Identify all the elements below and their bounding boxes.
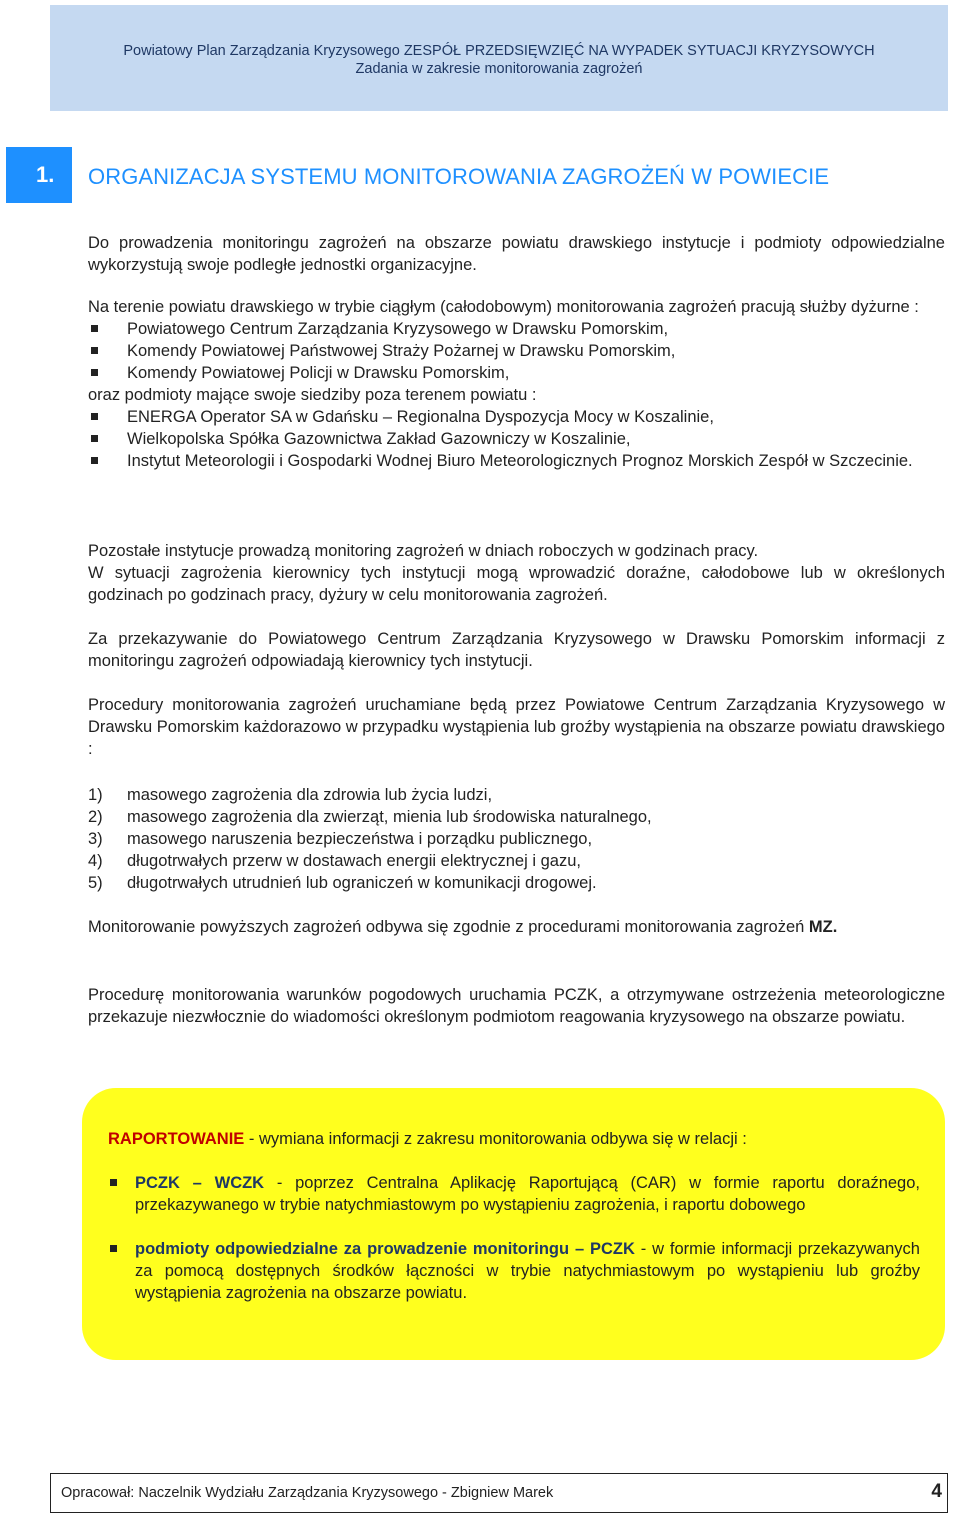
reporting-content <box>108 1128 920 1304</box>
list-item <box>88 850 945 872</box>
reporting-callout <box>82 1088 945 1360</box>
weather-paragraph <box>88 984 945 1028</box>
intro-text: Do prowadzenia monitoringu zagrożeń na obszarze powiatu drawskiego instytucje i podmioty odpowiedzialne wykorzystują swoje podległe jednostki organizacyjne. <box>88 234 945 274</box>
list-item: ENERGA Operator SA w Gdańsku – Regionalna Dyspozycja Mocy w Koszalinie, <box>88 406 945 428</box>
threats-list <box>88 784 945 894</box>
list-item <box>88 784 945 806</box>
external-list <box>88 406 945 472</box>
footer-author: Opracował: Naczelnik Wydziału Zarządzania Kryzysowego - Zbigniew Marek <box>61 1485 554 1501</box>
page-number: 4 <box>931 1481 942 1502</box>
list-item: Powiatowego Centrum Zarządzania Kryzysowego w Drawsku Pomorskim, <box>88 318 945 340</box>
reporting-keyword: RAPORTOWANIE <box>108 1130 245 1148</box>
list-item: Wielkopolska Spółka Gazownictwa Zakład Gazowniczy w Koszalinie, <box>88 428 945 450</box>
list-text: masowego zagrożenia dla zwierząt, mienia lub środowiska naturalnego, <box>127 808 652 826</box>
list-number: 5) <box>88 874 103 892</box>
list-number: 1) <box>88 786 103 804</box>
reporting-relation: PCZK – WCZK <box>135 1174 265 1192</box>
duty-services-block <box>88 296 945 472</box>
monitoring-mz: MZ. <box>808 918 838 936</box>
monitoring-text <box>88 916 945 938</box>
transfer-text: Za przekazywanie do Powiatowego Centrum Zarządzania Kryzysowego w Drawsku Pomorskim informacji z monitoringu zagrożeń odpowiadają kierownicy tych instytucji. <box>88 630 945 670</box>
other-text-2: W sytuacji zagrożenia kierownicy tych instytucji mogą wprowadzić doraźne, całodobowe lub w określonych godzinach po godzinach pracy, dyżury w celu monitorowania zagrożeń. <box>88 564 945 604</box>
monitoring-paragraph <box>88 916 945 938</box>
duty-intro: Na terenie powiatu drawskiego w trybie ciągłym (całodobowym) monitorowania zagrożeń pracują służby dyżurne : <box>88 298 919 316</box>
other-institutions-paragraph <box>88 540 945 606</box>
external-intro: oraz podmioty mające swoje siedziby poza terenem powiatu : <box>88 386 537 404</box>
list-number: 4) <box>88 852 103 870</box>
reporting-heading-rest: - wymiana informacji z zakresu monitorowania odbywa się w relacji : <box>244 1130 747 1148</box>
list-item: Komendy Powiatowej Państwowej Straży Pożarnej w Drawsku Pomorskim, <box>88 340 945 362</box>
section-number: 1. <box>6 147 72 203</box>
intro-paragraph <box>88 232 945 276</box>
reporting-heading <box>108 1128 920 1150</box>
header-subtitle: Zadania w zakresie monitorowania zagrożeń <box>355 61 643 77</box>
procedures-text: Procedury monitorowania zagrożeń uruchamiane będą przez Powiatowe Centrum Zarządzania Kryzysowego w Drawsku Pomorskim każdorazowo w przypadku wystąpienia lub groźby wystąpienia na obszarze powiatu drawskiego : <box>88 696 945 758</box>
list-text: masowego naruszenia bezpieczeństwa i porządku publicznego, <box>127 830 593 848</box>
list-item: Komendy Powiatowej Policji w Drawsku Pomorskim, <box>88 362 945 384</box>
list-item <box>88 872 945 894</box>
list-item <box>88 806 945 828</box>
list-item: Instytut Meteorologii i Gospodarki Wodnej Biuro Meteorologicznych Prognoz Morskich Zespół w Szczecinie. <box>88 450 945 472</box>
section-title: ORGANIZACJA SYSTEMU MONITOROWANIA ZAGROŻEŃ W POWIECIE <box>88 164 830 189</box>
header-title: Powiatowy Plan Zarządzania Kryzysowego ZESPÓŁ PRZEDSIĘWZIĘĆ NA WYPADEK SYTUACJI KRYZYSOWYCH <box>123 43 875 59</box>
list-item <box>108 1172 920 1216</box>
list-number: 3) <box>88 830 103 848</box>
threats-block <box>88 784 945 894</box>
list-item <box>88 828 945 850</box>
duty-list <box>88 318 945 384</box>
procedures-paragraph <box>88 694 945 760</box>
list-text: masowego zagrożenia dla zdrowia lub życia ludzi, <box>127 786 493 804</box>
transfer-paragraph <box>88 628 945 672</box>
list-text: długotrwałych utrudnień lub ograniczeń w komunikacji drogowej. <box>127 874 597 892</box>
page-header <box>50 5 948 111</box>
weather-text: Procedurę monitorowania warunków pogodowych uruchamia PCZK, a otrzymywane ostrzeżenia meteorologiczne przekazuje niezwłocznie do wiadomości określonym podmiotom reagowania kryzysowego na obszarze powiatu. <box>88 986 945 1026</box>
list-item <box>108 1238 920 1304</box>
monitoring-text-main: Monitorowanie powyższych zagrożeń odbywa się zgodnie z procedurami monitorowania zagrożeń <box>88 918 805 936</box>
page-footer <box>50 1473 948 1513</box>
reporting-description: - poprzez Centralna Aplikację Raportującą (CAR) w formie raportu doraźnego, przekazywanego w trybie natychmiastowym po wystąpieniu zagrożenia, i raportu dobowego <box>135 1174 920 1214</box>
list-number: 2) <box>88 808 103 826</box>
list-text: długotrwałych przerw w dostawach energii elektrycznej i gazu, <box>127 852 581 870</box>
reporting-relation: podmioty odpowiedzialne za prowadzenie monitoringu – PCZK <box>135 1240 635 1258</box>
reporting-description: - w formie informacji przekazywanych za pomocą dostępnych środków łączności w trybie natychmiastowym po wystąpieniu lub groźby wystąpienia zagrożenia na obszarze powiatu. <box>135 1240 920 1302</box>
reporting-list <box>108 1172 920 1304</box>
other-text-1: Pozostałe instytucje prowadzą monitoring zagrożeń w dniach roboczych w godzinach pracy. <box>88 542 759 560</box>
